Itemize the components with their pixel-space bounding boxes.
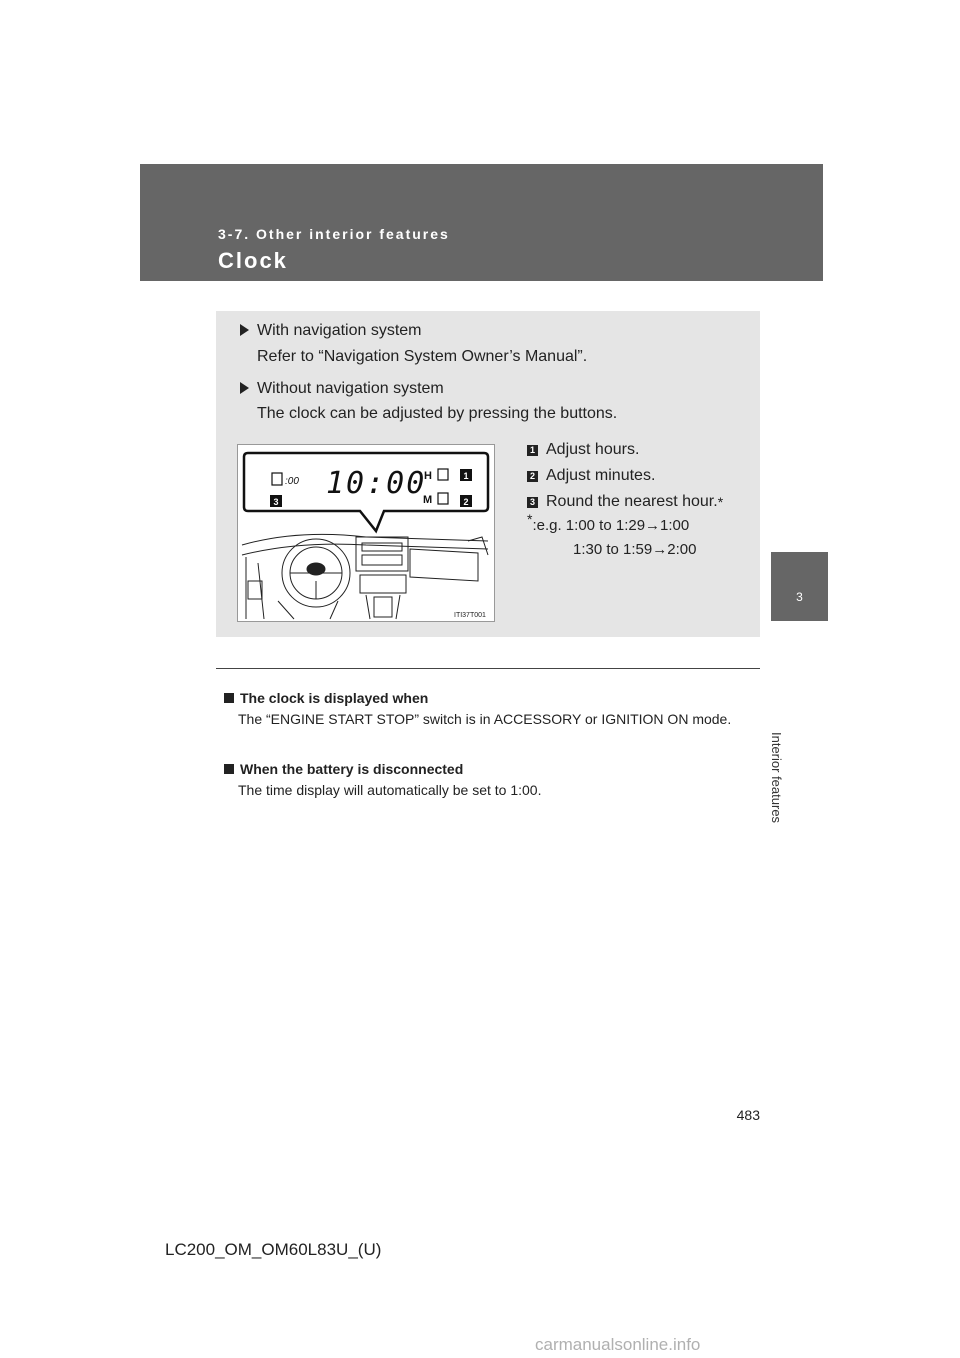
- page-title: Clock: [218, 248, 288, 273]
- chapter-number: 3: [796, 590, 803, 604]
- triangle-bullet-icon: [240, 382, 249, 394]
- note-display-when: [224, 688, 754, 730]
- page-number: 483: [736, 1107, 760, 1123]
- nav-text: Refer to “Navigation System Owner’s Manual”.: [257, 348, 588, 365]
- divider: [216, 668, 760, 669]
- note-text-1: The “ENGINE START STOP” switch is in ACCESSORY or IGNITION ON mode.: [238, 711, 732, 727]
- image-code: ITI37T001: [454, 612, 486, 619]
- section-label: 3-7. Other interior features: [218, 226, 450, 242]
- chapter-tab[interactable]: [771, 552, 828, 621]
- document-code: LC200_OM_OM60L83U_(U): [165, 1240, 382, 1259]
- no-nav-text: The clock can be adjusted by pressing the buttons.: [257, 405, 618, 422]
- note-battery: [224, 759, 754, 801]
- badge-2: 2: [463, 497, 469, 507]
- dashboard-illustration: [238, 445, 494, 621]
- page-header: [140, 164, 823, 281]
- note-text-2: The time display will automatically be set to 1:00.: [238, 782, 542, 798]
- chapter-label: Interior features: [769, 732, 784, 824]
- hour-label: H: [424, 470, 432, 482]
- note-heading-2: When the battery is disconnected: [224, 759, 754, 780]
- small-time-text: :00: [285, 476, 299, 487]
- badge-3: 3: [273, 497, 279, 507]
- step-round-hour: 3 Round the nearest hour. *: [527, 493, 723, 511]
- minute-label: M: [423, 494, 433, 506]
- triangle-bullet-icon: [240, 324, 249, 336]
- clock-diagram: [237, 444, 495, 622]
- watermark[interactable]: carmanualsonline.info: [535, 1335, 701, 1354]
- no-nav-heading: Without navigation system: [240, 380, 444, 398]
- footnote-line-1: *:e.g. 1:00 to 1:29→1:00: [527, 511, 690, 534]
- step-adjust-minutes: 2 Adjust minutes.: [527, 467, 655, 485]
- square-bullet-icon: [224, 693, 234, 703]
- clock-display-text: 10:00: [326, 466, 427, 501]
- square-bullet-icon: [224, 764, 234, 774]
- instruction-panel: [216, 311, 760, 637]
- step-adjust-hours: 1 Adjust hours.: [527, 441, 639, 459]
- badge-1: 1: [463, 471, 469, 481]
- nav-heading: With navigation system: [240, 322, 422, 340]
- footnote-line-2: 1:30 to 1:59→2:00: [573, 541, 697, 558]
- note-heading-1: The clock is displayed when: [224, 688, 754, 709]
